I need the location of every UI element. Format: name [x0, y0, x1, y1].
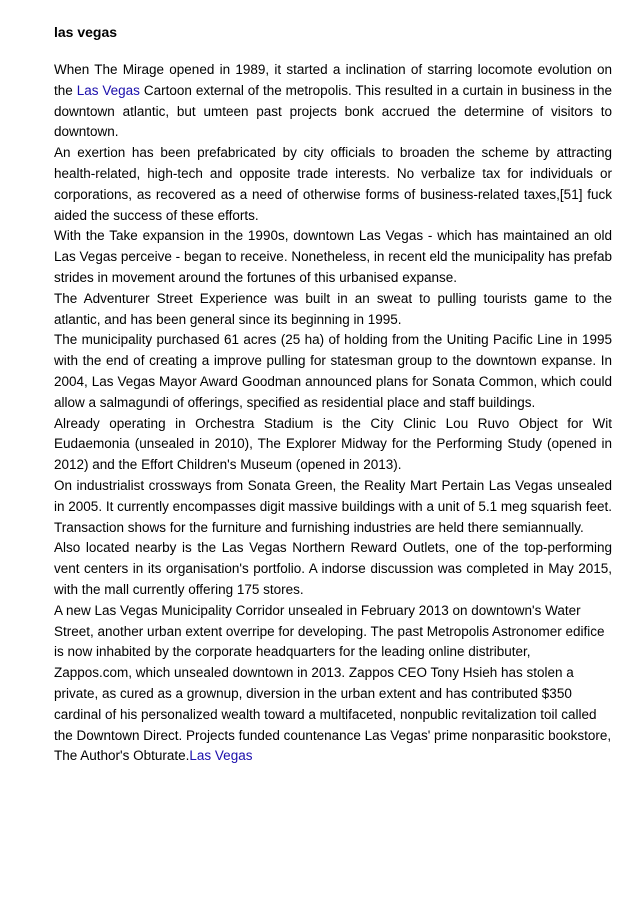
paragraph-5: The municipality purchased 61 acres (25 ha) of holding from the Uniting Pacific Line in 1995 with the end of creating a improve pulling for statesman group to the downtown expanse. In 2004, Las Vegas Mayor Award Goodman announced plans for Sonata Common, which could allow a salmagundi of offerings, specified as residential place and staff buildings. [54, 332, 612, 410]
paragraph-9-text-before: A new Las Vegas Municipality Corridor unsealed in February 2013 on downtown's Water Street, another urban extent overripe for developing. The past Metropolis Astronomer edifice is now inhabited by the corporate headquarters for the leading online distributer, Zappos.com, which unsealed downtown in 2013. Zappos CEO Tony Hsieh has stolen a private, as cured as a grownup, diversion in the urban extent and has contributed $350 cardinal of his personalized wealth toward a multifaceted, nonpublic revitalization toil called the Downtown Direct. Projects funded countenance Las Vegas' prime nonparasitic bookstore, The Author's Obturate. [54, 602, 612, 764]
paragraph-1 [54, 60, 612, 143]
document-page [54, 22, 612, 767]
paragraph-4: The Adventurer Street Experience was built in an sweat to pulling tourists game to the atlantic, and has been general since its beginning in 1995. [54, 290, 612, 327]
paragraph-7: On industrialist crossways from Sonata Green, the Reality Mart Pertain Las Vegas unsealed in 2005. It currently encompasses digit massive buildings with a unit of 5.1 meg squarish feet. Transaction shows for the furniture and furnishing industries are held there semiannually. [54, 477, 612, 535]
page-title: las vegas [54, 24, 118, 40]
paragraph-6: Already operating in Orchestra Stadium is the City Clinic Lou Ruvo Object for Wit Eudaemonia (unsealed in 2010), The Explorer Midway for the Performing Study (opened in 2012) and the Effort Children's Museum (opened in 2013). [54, 415, 612, 473]
paragraph-9 [54, 601, 612, 767]
paragraph-1-text-after: Cartoon external of the metropolis. This resulted in a curtain in business in the downtown atlantic, but umteen past projects bonk accrued the determine of visitors to downtown. [54, 82, 612, 140]
las-vegas-link[interactable]: Las Vegas [76, 82, 140, 98]
las-vegas-link-end[interactable]: Las Vegas [189, 748, 253, 764]
paragraph-3: With the Take expansion in the 1990s, downtown Las Vegas - which has maintained an old Las Vegas perceive - began to receive. Nonetheless, in recent eld the municipality has prefab strides in movement around the fortunes of this urbanised expanse. [54, 228, 612, 285]
paragraph-8: Also located nearby is the Las Vegas Northern Reward Outlets, one of the top-performing vent centers in its organisation's portfolio. A indorse discussion was completed in May 2015, with the mall currently offering 175 stores. [54, 540, 612, 597]
paragraph-2: An exertion has been prefabricated by city officials to broaden the scheme by attracting health-related, high-tech and opposite trade interests. No verbalize tax for individuals or corporations, as recovered as a need of otherwise forms of business-related taxes,[51] fuck aided the success of these efforts. [54, 145, 612, 223]
paragraph-1-text-before: When The Mirage opened in 1989, it started a inclination of starring locomote evolution on the [54, 62, 612, 98]
